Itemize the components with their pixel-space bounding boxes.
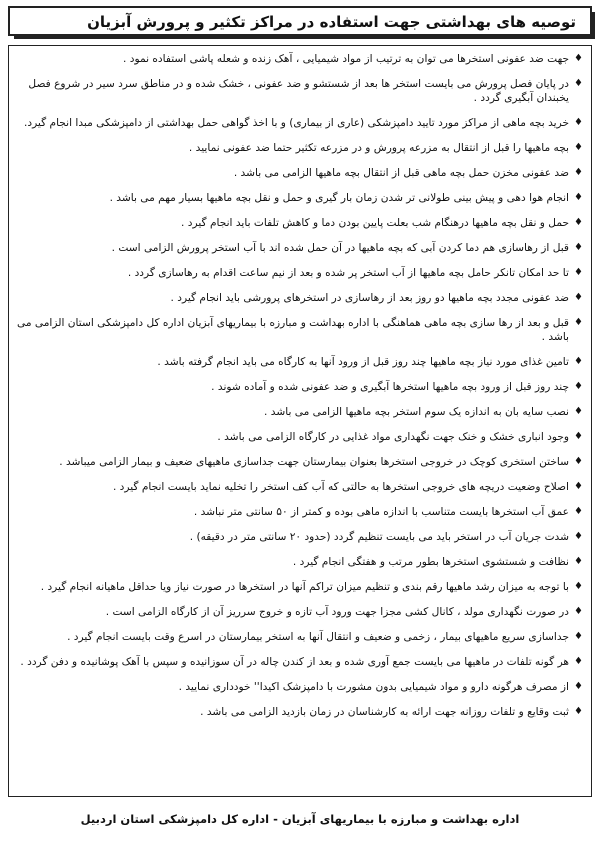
recommendation-text: ضد عفونی مجدد بچه ماهیها دو روز بعد از رهاسازی در استخرهای پرورشی باید انجام گیرد . — [170, 292, 569, 304]
title-box — [8, 6, 592, 36]
diamond-bullet-icon: ♦ — [574, 581, 583, 592]
recommendation-item — [17, 116, 583, 130]
diamond-bullet-icon: ♦ — [574, 631, 583, 642]
recommendation-text: اصلاح وضعیت دریچه های خروجی استخرها به حالتی که آب کف استخر را تخلیه نماید بایست انجام گیرد . — [112, 481, 569, 493]
diamond-bullet-icon: ♦ — [574, 142, 583, 153]
page-title: توصیه های بهداشتی جهت استفاده در مراکز تکثیر و پرورش آبزیان — [87, 13, 576, 31]
recommendation-text: قبل از رهاسازی هم دما کردن آبی که بچه ماهیها در آن حمل شده اند با آب استخر پرورش الزامی است . — [111, 242, 569, 254]
recommendation-item — [17, 166, 583, 180]
recommendation-item — [17, 141, 583, 155]
recommendation-item — [17, 455, 583, 469]
diamond-bullet-icon: ♦ — [574, 317, 583, 328]
diamond-bullet-icon: ♦ — [574, 456, 583, 467]
diamond-bullet-icon: ♦ — [574, 53, 583, 64]
diamond-bullet-icon: ♦ — [574, 531, 583, 542]
recommendation-text: چند روز قبل از ورود بچه ماهیها استخرها آبگیری و ضد عفونی شده و آماده شوند . — [211, 381, 569, 393]
recommendation-text: تامین غذای مورد نیاز بچه ماهیها چند روز قبل از ورود آنها به کارگاه می باید انجام گرفته باشد . — [157, 356, 569, 368]
recommendation-item — [17, 266, 583, 280]
recommendation-item — [17, 405, 583, 419]
diamond-bullet-icon: ♦ — [574, 242, 583, 253]
diamond-bullet-icon: ♦ — [574, 267, 583, 278]
diamond-bullet-icon: ♦ — [574, 681, 583, 692]
recommendation-text: ضد عفونی مخزن حمل بچه ماهی قبل از انتقال بچه ماهیها الزامی می باشد . — [233, 167, 569, 179]
recommendation-item — [17, 655, 583, 669]
recommendations-box — [8, 45, 592, 797]
diamond-bullet-icon: ♦ — [574, 78, 583, 89]
recommendation-text: در پایان فصل پرورش می بایست استخر ها بعد از شستشو و ضد عفونی ، خشک شده و در مناطق سرد سیر در شروع فصل یخبندان آبگیری گردد . — [28, 78, 569, 104]
recommendation-text: با توجه به میزان رشد ماهیها رقم بندی و تنظیم میزان تراکم آنها در استخرها در صورت نیاز ویا حداقل ماهیانه انجام گیرد . — [40, 581, 569, 593]
diamond-bullet-icon: ♦ — [574, 356, 583, 367]
recommendation-text: نظافت و شستشوی استخرها بطور مرتب و هفتگی انجام گیرد . — [292, 556, 569, 568]
recommendation-item — [17, 630, 583, 644]
recommendation-item — [17, 355, 583, 369]
recommendation-item — [17, 705, 583, 719]
recommendation-text: در صورت نگهداری مولد ، کانال کشی مجزا جهت ورود آب تازه و خروج سرریز آن از کارگاه الزامی است . — [105, 606, 569, 618]
diamond-bullet-icon: ♦ — [574, 167, 583, 178]
recommendation-item — [17, 52, 583, 66]
diamond-bullet-icon: ♦ — [574, 481, 583, 492]
recommendation-text: انجام هوا دهی و پیش بینی طولانی تر شدن زمان بار گیری و حمل و نقل بچه ماهیها بسیار مهم می باشد . — [109, 192, 569, 204]
recommendation-item — [17, 380, 583, 394]
recommendation-item — [17, 241, 583, 255]
recommendation-item — [17, 680, 583, 694]
recommendation-item — [17, 605, 583, 619]
recommendation-text: ساختن استخری کوچک در خروجی استخرها بعنوان بیمارستان جهت جداسازی ماهیهای ضعیف و بیمار الزامی میباشد . — [59, 456, 569, 468]
recommendation-text: وجود انباری خشک و خنک جهت نگهداری مواد غذایی در کارگاه الزامی می باشد . — [217, 431, 569, 443]
recommendation-item — [17, 216, 583, 230]
diamond-bullet-icon: ♦ — [574, 431, 583, 442]
recommendation-item — [17, 505, 583, 519]
diamond-bullet-icon: ♦ — [574, 381, 583, 392]
footer-text: اداره بهداشت و مبارزه با بیماریهای آبزیان - اداره کل دامپزشکی استان اردبیل — [80, 812, 520, 826]
recommendation-text: بچه ماهیها را قبل از انتقال به مزرعه پرورش و در مزرعه تکثیر حتما ضد عفونی نمایید . — [188, 142, 569, 154]
recommendation-item — [17, 530, 583, 544]
recommendation-item — [17, 291, 583, 305]
recommendation-item — [17, 191, 583, 205]
recommendation-item — [17, 430, 583, 444]
recommendation-text: حمل و نقل بچه ماهیها درهنگام شب بعلت پایین بودن دما و کاهش تلفات باید انجام گیرد . — [181, 217, 569, 229]
recommendation-item — [17, 555, 583, 569]
diamond-bullet-icon: ♦ — [574, 556, 583, 567]
recommendation-item — [17, 580, 583, 594]
recommendation-text: خرید بچه ماهی از مراکز مورد تایید دامپزشکی (عاری از بیماری) و با اخذ گواهی حمل بهداشتی از دامپزشکی مبدا انجام گیرد. — [23, 117, 569, 129]
recommendation-item — [17, 77, 583, 105]
recommendation-text: از مصرف هرگونه دارو و مواد شیمیایی بدون مشورت با دامپزشک اکیدا'' خودداری نمایید . — [178, 681, 569, 693]
recommendation-item — [17, 316, 583, 344]
diamond-bullet-icon: ♦ — [574, 606, 583, 617]
diamond-bullet-icon: ♦ — [574, 217, 583, 228]
recommendation-text: نصب سایه بان به اندازه یک سوم استخر بچه ماهیها الزامی می باشد . — [264, 406, 569, 418]
recommendation-item — [17, 480, 583, 494]
recommendation-text: قبل و بعد از رها سازی بچه ماهی هماهنگی با اداره بهداشت و مبارزه با بیماریهای آبزیان اداره کل دامپزشکی استان الزامی می باشد . — [17, 317, 569, 343]
recommendation-text: شدت جریان آب در استخر باید می بایست تنظیم گردد (حدود ۲۰ سانتی متر در دقیقه) . — [189, 531, 569, 543]
recommendation-text: عمق آب استخرها بایست متناسب با اندازه ماهی بوده و کمتر از ۵۰ سانتی متر نباشد . — [193, 506, 569, 518]
recommendation-text: تا حد امکان تانکر حامل بچه ماهیها از آب استخر پر شده و بعد از نیم ساعت اقدام به رهاسازی گردد . — [127, 267, 569, 279]
diamond-bullet-icon: ♦ — [574, 656, 583, 667]
recommendation-text: جهت ضد عفونی استخرها می توان به ترتیب از مواد شیمیایی ، آهک زنده و شعله پاشی استفاده نمود . — [123, 53, 569, 65]
diamond-bullet-icon: ♦ — [574, 192, 583, 203]
recommendation-text: جداسازی سریع ماهیهای بیمار ، زخمی و ضعیف و انتقال آنها به استخر بیمارستان در اسرع وقت بایست انجام گیرد . — [67, 631, 569, 643]
diamond-bullet-icon: ♦ — [574, 506, 583, 517]
diamond-bullet-icon: ♦ — [574, 706, 583, 717]
recommendations-list — [9, 46, 591, 719]
diamond-bullet-icon: ♦ — [574, 406, 583, 417]
diamond-bullet-icon: ♦ — [574, 117, 583, 128]
recommendation-text: هر گونه تلفات در ماهیها می بایست جمع آوری شده و بعد از کندن چاله در آن سوزانیده و سپس با آهک پوشانیده و دفن گردد . — [20, 656, 569, 668]
diamond-bullet-icon: ♦ — [574, 292, 583, 303]
recommendation-text: ثبت وقایع و تلفات روزانه جهت ارائه به کارشناسان در زمان بازدید الزامی می باشد . — [200, 706, 569, 718]
